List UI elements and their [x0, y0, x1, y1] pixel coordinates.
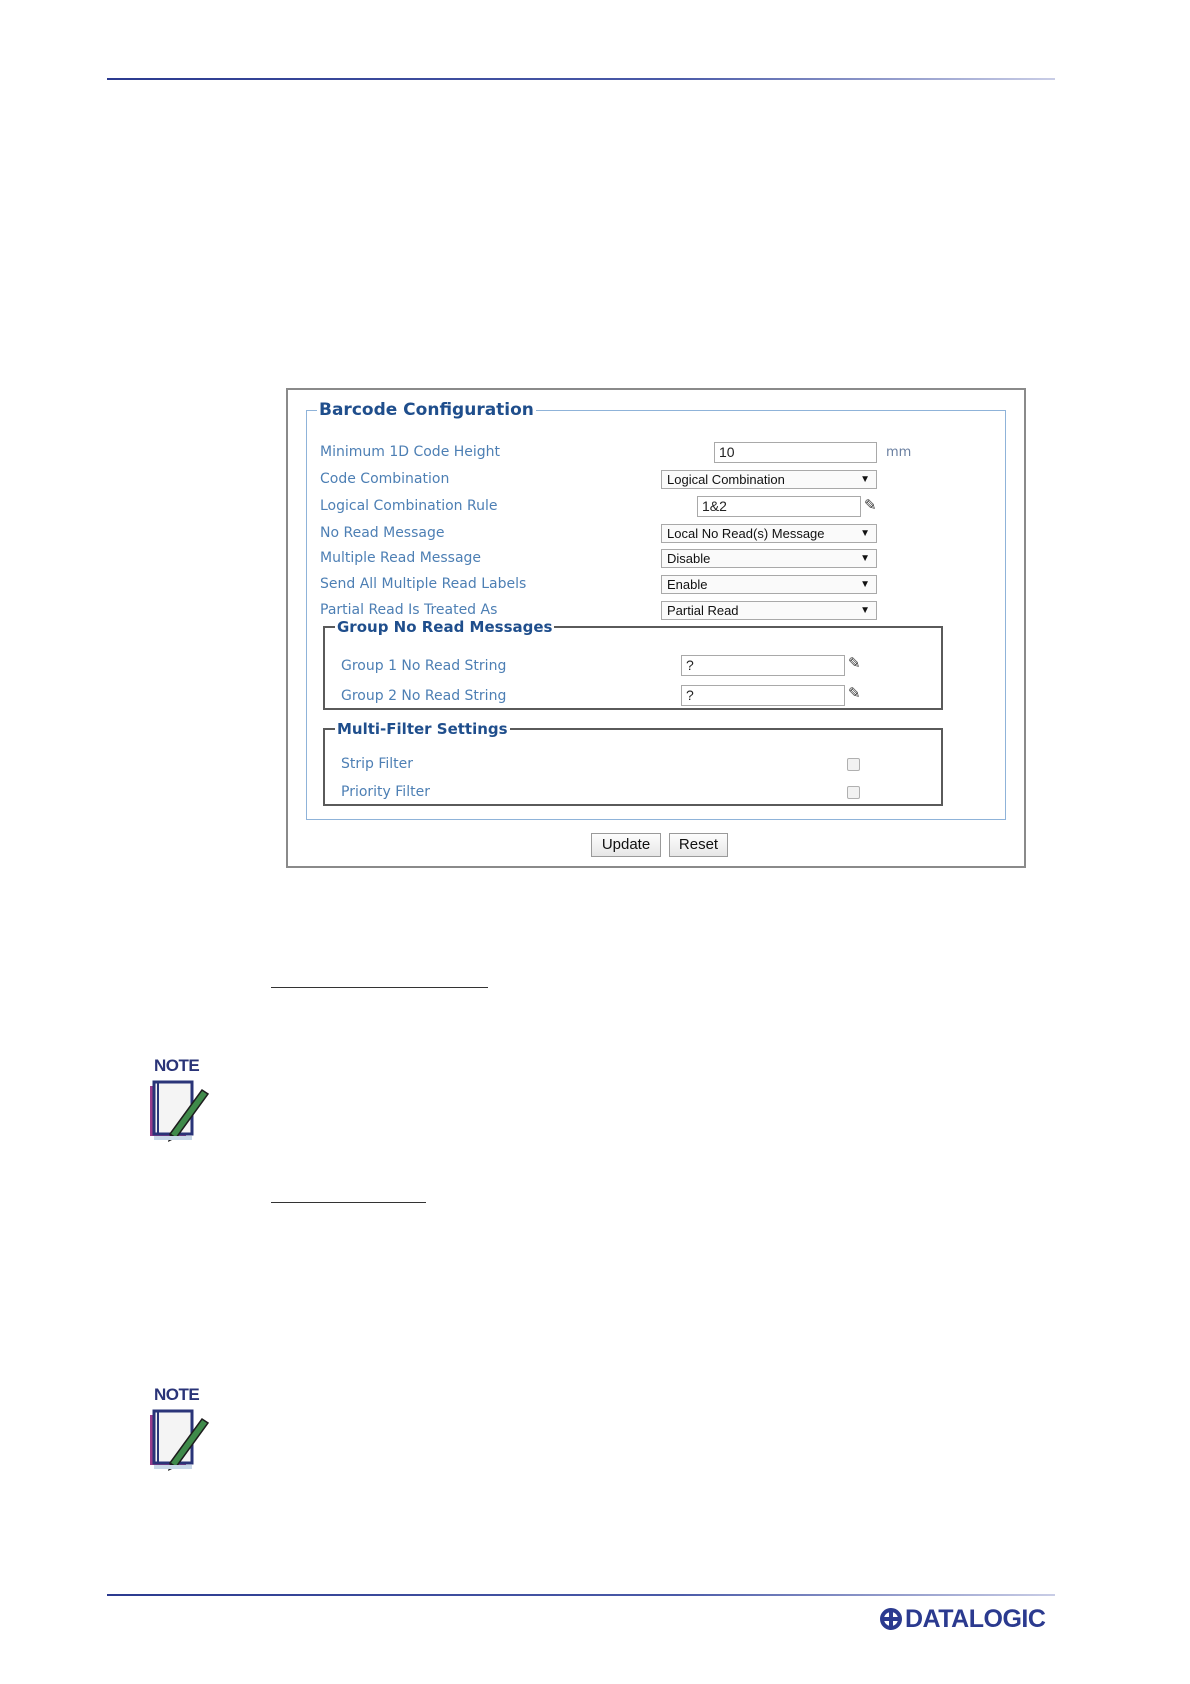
send-all-multiple-read-labels-label: Send All Multiple Read Labels: [320, 576, 527, 592]
heading-underline: [271, 987, 488, 988]
logical-combination-rule-input[interactable]: 1&2: [697, 496, 861, 517]
barcode-configuration-title: Barcode Configuration: [319, 400, 534, 420]
group-2-no-read-input[interactable]: ?: [681, 685, 845, 706]
send-all-multiple-read-labels-select[interactable]: [661, 575, 877, 594]
barcode-configuration-panel: [286, 388, 1026, 868]
no-read-message-value: Local No Read(s) Message: [667, 526, 825, 541]
group-no-read-fieldset: [323, 618, 943, 710]
footer-rule: [107, 1594, 1055, 1596]
datalogic-logo: [880, 1606, 1045, 1632]
partial-read-treated-as-value: Partial Read: [667, 603, 739, 618]
no-read-message-label: No Read Message: [320, 525, 445, 541]
multiple-read-message-label: Multiple Read Message: [320, 550, 482, 566]
dropdown-arrow-icon: ▼: [860, 605, 870, 616]
code-combination-label: Code Combination: [320, 471, 450, 487]
group-no-read-title: Group No Read Messages: [337, 618, 553, 636]
group-1-no-read-label: Group 1 No Read String: [341, 658, 507, 674]
edit-pencil-icon[interactable]: ✎: [848, 684, 861, 702]
logical-combination-rule-label: Logical Combination Rule: [320, 498, 498, 514]
reset-button[interactable]: Reset: [669, 833, 728, 857]
priority-filter-checkbox[interactable]: [847, 786, 860, 799]
partial-read-treated-as-label: Partial Read Is Treated As: [320, 602, 498, 618]
code-combination-select[interactable]: [661, 470, 877, 489]
group-2-no-read-label: Group 2 No Read String: [341, 688, 507, 704]
update-button[interactable]: Update: [591, 833, 661, 857]
multi-filter-fieldset: [323, 720, 943, 806]
notepad-pencil-icon: [146, 1405, 218, 1477]
notepad-pencil-icon: [146, 1076, 218, 1148]
dropdown-arrow-icon: ▼: [860, 474, 870, 485]
barcode-configuration-fieldset: [306, 400, 1006, 820]
edit-pencil-icon[interactable]: ✎: [864, 496, 877, 514]
dropdown-arrow-icon: ▼: [860, 528, 870, 539]
note-label: NOTE: [154, 1385, 200, 1404]
min-code-height-unit: mm: [886, 445, 912, 460]
heading-underline: [271, 1202, 426, 1203]
note-icon: [146, 1056, 218, 1150]
min-code-height-label: Minimum 1D Code Height: [320, 444, 501, 460]
multi-filter-title: Multi-Filter Settings: [337, 720, 508, 738]
group-1-no-read-input[interactable]: ?: [681, 655, 845, 676]
code-combination-value: Logical Combination: [667, 472, 785, 487]
note-label: NOTE: [154, 1056, 200, 1075]
send-all-multiple-read-labels-value: Enable: [667, 577, 708, 592]
strip-filter-label: Strip Filter: [341, 756, 414, 772]
no-read-message-select[interactable]: [661, 524, 877, 543]
strip-filter-checkbox[interactable]: [847, 758, 860, 771]
multiple-read-message-select[interactable]: [661, 549, 877, 568]
dropdown-arrow-icon: ▼: [860, 553, 870, 564]
note-icon: [146, 1385, 218, 1479]
priority-filter-label: Priority Filter: [341, 784, 430, 800]
dropdown-arrow-icon: ▼: [860, 579, 870, 590]
min-code-height-input[interactable]: 10: [714, 442, 877, 463]
edit-pencil-icon[interactable]: ✎: [848, 654, 861, 672]
multiple-read-message-value: Disable: [667, 551, 711, 566]
header-rule: [107, 78, 1055, 80]
logo-text: DATALOGIC: [905, 1604, 1046, 1633]
datalogic-logo-icon: [880, 1608, 902, 1630]
